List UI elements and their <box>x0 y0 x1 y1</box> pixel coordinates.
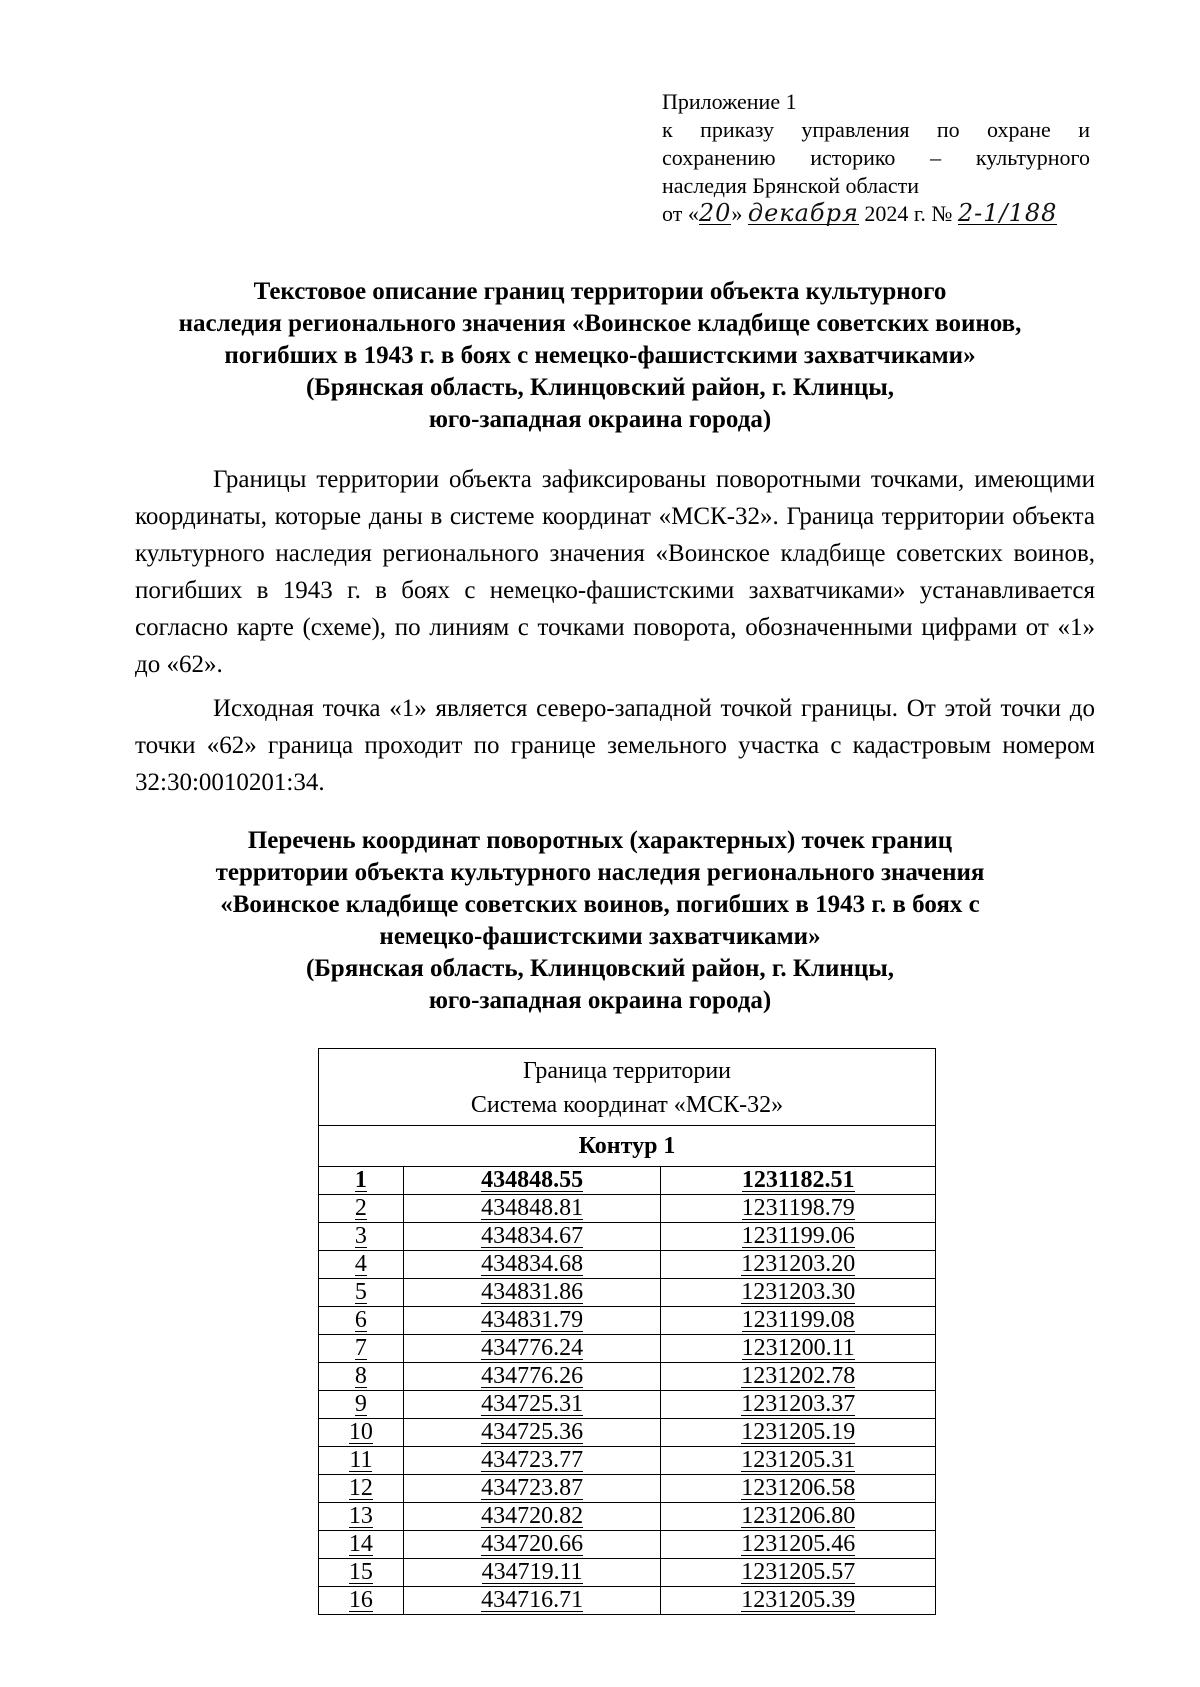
annex-line-3: сохранению историко – культурного <box>662 145 1090 170</box>
point-number-cell <box>319 1419 404 1447</box>
y-coordinate: 1231203.30 <box>741 1279 856 1305</box>
annex-date-line <box>662 200 1090 228</box>
point-number-cell <box>319 1363 404 1391</box>
y-coordinate-cell <box>661 1307 936 1335</box>
y-coordinate: 1231182.51 <box>741 1167 855 1193</box>
y-coordinate: 1231200.11 <box>741 1335 855 1361</box>
point-number: 15 <box>348 1559 373 1585</box>
table-row <box>319 1531 936 1559</box>
y-coordinate: 1231198.79 <box>741 1195 855 1221</box>
x-coordinate-cell <box>403 1419 661 1447</box>
y-coordinate: 1231206.80 <box>741 1503 856 1529</box>
x-coordinate: 434720.66 <box>481 1531 584 1557</box>
y-coordinate: 1231205.19 <box>741 1419 856 1445</box>
x-coordinate: 434719.11 <box>481 1559 583 1585</box>
y-coordinate-cell <box>661 1167 936 1195</box>
point-number: 9 <box>354 1391 367 1417</box>
x-coordinate: 434848.81 <box>481 1195 584 1221</box>
point-number-cell <box>319 1195 404 1223</box>
point-number: 10 <box>348 1419 373 1445</box>
title-line-1: Текстовое описание границ территории объекта культурного <box>253 278 947 305</box>
point-number: 3 <box>354 1223 367 1249</box>
y-coordinate-cell <box>661 1503 936 1531</box>
date-mid: » <box>731 201 743 226</box>
table-row <box>319 1447 936 1475</box>
point-number-cell <box>319 1447 404 1475</box>
point-number: 5 <box>354 1279 367 1305</box>
body-paragraph-1: Границы территории объекта зафиксированы поворотными точками, имеющими координаты, которые даны в системе координат «МСК-32». Граница территории объекта культурного наследия регионального значения «Воинское кладбище советских воинов, погибших в 1943 г. в боях с немецко-фашистскими захватчиками» устанавливается согласно карте (схеме), по линиям с точками поворота, обозначенными цифрами от «1» до «62». <box>135 466 1095 678</box>
list-title-line-3: «Воинское кладбище советских воинов, погибших в 1943 г. в боях с <box>220 891 980 918</box>
point-number: 1 <box>354 1167 367 1193</box>
table-row <box>319 1195 936 1223</box>
point-number: 2 <box>354 1195 367 1221</box>
list-title-line-6: юго-западная окраина города) <box>428 987 772 1014</box>
table-header-line-2: Система координат «МСК-32» <box>470 1092 784 1118</box>
y-coordinate: 1231199.08 <box>741 1307 855 1333</box>
date-day: 20 <box>698 199 732 227</box>
list-title-line-2: территории объекта культурного наследия регионального значения <box>215 859 985 886</box>
contour-row <box>319 1126 936 1167</box>
x-coordinate-cell <box>403 1279 661 1307</box>
y-coordinate: 1231202.78 <box>741 1363 856 1389</box>
table-header <box>319 1049 936 1126</box>
table-row <box>319 1223 936 1251</box>
x-coordinate-cell <box>403 1531 661 1559</box>
x-coordinate-cell <box>403 1503 661 1531</box>
x-coordinate: 434834.67 <box>481 1223 584 1249</box>
date-year: 2024 г. № <box>864 201 953 226</box>
x-coordinate-cell <box>403 1195 661 1223</box>
point-number: 14 <box>348 1531 373 1557</box>
point-number: 12 <box>348 1475 373 1501</box>
point-number-cell <box>319 1223 404 1251</box>
y-coordinate: 1231205.31 <box>741 1447 856 1473</box>
title-line-2: наследия регионального значения «Воинское кладбище советских воинов, <box>178 310 1022 337</box>
x-coordinate-cell <box>403 1559 661 1587</box>
point-number-cell <box>319 1335 404 1363</box>
y-coordinate: 1231203.37 <box>741 1391 856 1417</box>
point-number: 6 <box>354 1307 367 1333</box>
title-line-4: (Брянская область, Клинцовский район, г. Клинцы, <box>305 374 895 401</box>
table-row <box>319 1251 936 1279</box>
y-coordinate: 1231205.57 <box>741 1559 856 1585</box>
point-number-cell <box>319 1531 404 1559</box>
annex-line-1: Приложение 1 <box>662 89 797 114</box>
table-header-row <box>319 1049 936 1126</box>
x-coordinate: 434725.36 <box>481 1419 584 1445</box>
y-coordinate-cell <box>661 1195 936 1223</box>
body-text <box>135 461 1095 808</box>
point-number-cell <box>319 1475 404 1503</box>
x-coordinate-cell <box>403 1475 661 1503</box>
point-number-cell <box>319 1559 404 1587</box>
point-number-cell <box>319 1391 404 1419</box>
x-coordinate: 434831.86 <box>481 1279 584 1305</box>
x-coordinate: 434720.82 <box>481 1503 584 1529</box>
x-coordinate-cell <box>403 1587 661 1615</box>
point-number: 4 <box>354 1251 367 1277</box>
x-coordinate: 434716.71 <box>481 1587 584 1613</box>
y-coordinate-cell <box>661 1531 936 1559</box>
y-coordinate: 1231199.06 <box>741 1223 855 1249</box>
point-number: 11 <box>349 1447 373 1473</box>
table-row <box>319 1391 936 1419</box>
x-coordinate: 434834.68 <box>481 1251 584 1277</box>
list-title-line-5: (Брянская область, Клинцовский район, г. Клинцы, <box>305 955 895 982</box>
y-coordinate-cell <box>661 1223 936 1251</box>
point-number-cell <box>319 1279 404 1307</box>
table-row <box>319 1419 936 1447</box>
annex-line-2: к приказу управления по охране и <box>662 117 1090 142</box>
point-number: 13 <box>348 1503 373 1529</box>
y-coordinate-cell <box>661 1363 936 1391</box>
point-number: 7 <box>354 1335 367 1361</box>
table-row <box>319 1503 936 1531</box>
y-coordinate-cell <box>661 1475 936 1503</box>
coordinates-list-title <box>130 825 1070 1017</box>
document-title <box>130 276 1070 436</box>
y-coordinate: 1231205.46 <box>741 1531 856 1557</box>
y-coordinate-cell <box>661 1335 936 1363</box>
table-row <box>319 1307 936 1335</box>
x-coordinate-cell <box>403 1363 661 1391</box>
y-coordinate: 1231203.20 <box>741 1251 856 1277</box>
x-coordinate-cell <box>403 1251 661 1279</box>
point-number-cell <box>319 1167 404 1195</box>
y-coordinate-cell <box>661 1587 936 1615</box>
y-coordinate-cell <box>661 1419 936 1447</box>
x-coordinate-cell <box>403 1391 661 1419</box>
y-coordinate: 1231206.58 <box>741 1475 856 1501</box>
y-coordinate-cell <box>661 1251 936 1279</box>
annex-line-4: наследия Брянской области <box>662 173 920 198</box>
y-coordinate-cell <box>661 1279 936 1307</box>
body-paragraph-2: Исходная точка «1» является северо-западной точкой границы. От этой точки до точки «62» граница проходит по границе земельного участка с кадастровым номером 32:30:0010201:34. <box>135 695 1095 796</box>
title-line-5: юго-западная окраина города) <box>428 406 772 433</box>
x-coordinate: 434848.55 <box>481 1167 584 1193</box>
point-number-cell <box>319 1251 404 1279</box>
annex-header <box>662 88 1090 228</box>
x-coordinate-cell <box>403 1167 661 1195</box>
coordinates-table <box>318 1048 936 1615</box>
date-month: декабря <box>747 199 859 227</box>
x-coordinate: 434723.77 <box>481 1447 584 1473</box>
table-row <box>319 1587 936 1615</box>
table-row <box>319 1279 936 1307</box>
y-coordinate-cell <box>661 1447 936 1475</box>
x-coordinate: 434831.79 <box>481 1307 584 1333</box>
table-row <box>319 1559 936 1587</box>
x-coordinate: 434725.31 <box>481 1391 584 1417</box>
y-coordinate: 1231205.39 <box>741 1587 856 1613</box>
x-coordinate-cell <box>403 1307 661 1335</box>
table-header-line-1: Граница территории <box>522 1058 732 1084</box>
order-number: 2-1/188 <box>957 199 1058 227</box>
list-title-line-1: Перечень координат поворотных (характерных) точек границ <box>247 827 953 854</box>
list-title-line-4: немецко-фашистскими захватчиками» <box>379 923 821 950</box>
point-number-cell <box>319 1307 404 1335</box>
table-row <box>319 1167 936 1195</box>
table-row <box>319 1335 936 1363</box>
table-row <box>319 1475 936 1503</box>
x-coordinate-cell <box>403 1335 661 1363</box>
date-prefix: от « <box>662 201 699 226</box>
point-number-cell <box>319 1587 404 1615</box>
point-number-cell <box>319 1503 404 1531</box>
x-coordinate-cell <box>403 1447 661 1475</box>
contour-label: Контур 1 <box>319 1126 936 1167</box>
x-coordinate-cell <box>403 1223 661 1251</box>
x-coordinate: 434723.87 <box>481 1475 584 1501</box>
point-number: 8 <box>354 1363 367 1389</box>
y-coordinate-cell <box>661 1391 936 1419</box>
title-line-3: погибших в 1943 г. в боях с немецко-фашистскими захватчиками» <box>224 342 976 369</box>
point-number: 16 <box>348 1587 373 1613</box>
y-coordinate-cell <box>661 1559 936 1587</box>
table-row <box>319 1363 936 1391</box>
x-coordinate: 434776.24 <box>481 1335 584 1361</box>
x-coordinate: 434776.26 <box>481 1363 584 1389</box>
